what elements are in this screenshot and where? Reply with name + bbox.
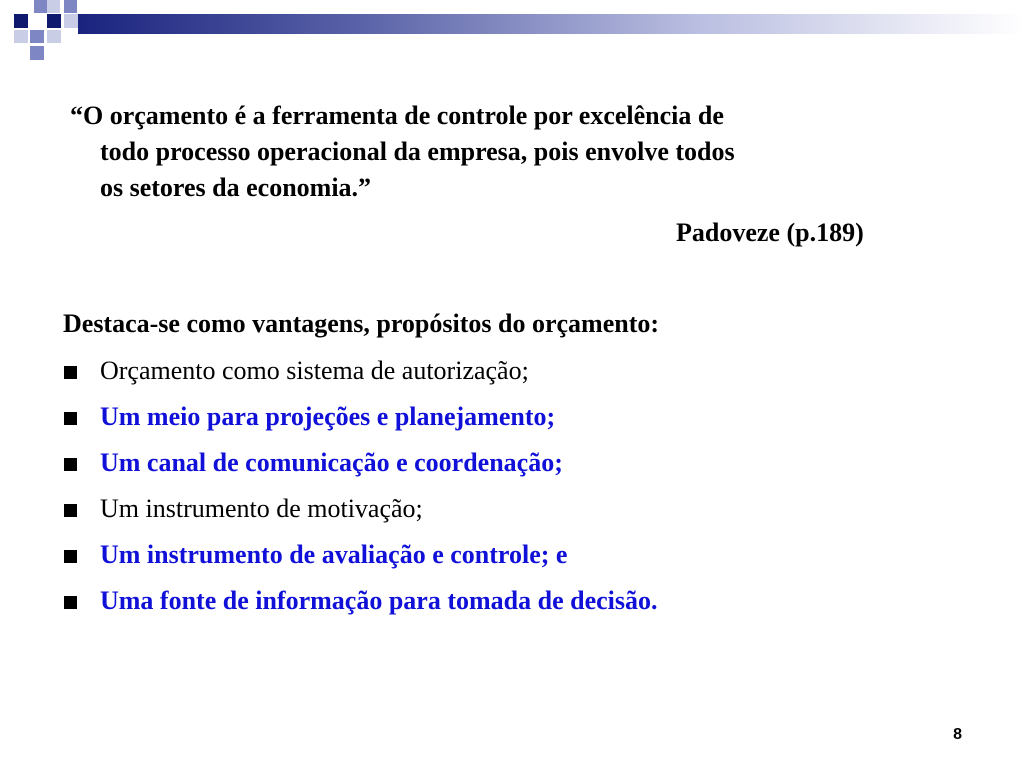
list-item-text: Um canal de comunicação e coordenação; (100, 448, 563, 477)
list-item (63, 538, 658, 584)
page-number: 8 (953, 726, 962, 743)
quote-author: Padoveze (p.189) (676, 218, 864, 247)
square-bullet-icon (64, 550, 77, 563)
quote-line: os setores da economia.” (100, 173, 372, 202)
decor-square-icon (47, 0, 60, 13)
decor-square-icon (14, 14, 28, 28)
list-item-text: Uma fonte de informação para tomada de decisão. (100, 586, 658, 615)
header-gradient-bar (78, 14, 1024, 34)
quote-line: todo processo operacional da empresa, pois envolve todos (100, 137, 735, 166)
list-item (63, 400, 658, 446)
list-item-text: Um instrumento de motivação; (100, 494, 423, 523)
square-bullet-icon (64, 458, 77, 471)
decor-square-icon (14, 30, 28, 43)
list-item-text: Um instrumento de avaliação e controle; e (100, 540, 568, 569)
square-bullet-icon (64, 366, 77, 379)
list-item (63, 446, 658, 492)
advantages-list (63, 354, 658, 630)
header-decoration (0, 0, 1024, 70)
list-item-text: Um meio para projeções e planejamento; (100, 402, 556, 431)
list-item-text: Orçamento como sistema de autorização; (100, 356, 529, 385)
decor-square-icon (64, 14, 78, 28)
square-bullet-icon (64, 504, 77, 517)
decor-square-icon (47, 14, 61, 28)
decor-square-icon (30, 30, 44, 43)
list-item (63, 492, 658, 538)
quote-line: “O orçamento é a ferramenta de controle por excelência de (70, 101, 724, 130)
section-heading: Destaca-se como vantagens, propósitos do orçamento: (63, 309, 660, 338)
square-bullet-icon (64, 596, 77, 609)
decor-square-icon (34, 0, 47, 13)
decor-square-icon (30, 46, 44, 60)
decor-square-icon (47, 30, 61, 43)
square-bullet-icon (64, 412, 77, 425)
list-item (63, 584, 658, 630)
quote-block (70, 98, 950, 206)
list-item (63, 354, 658, 400)
decor-square-icon (64, 0, 77, 13)
